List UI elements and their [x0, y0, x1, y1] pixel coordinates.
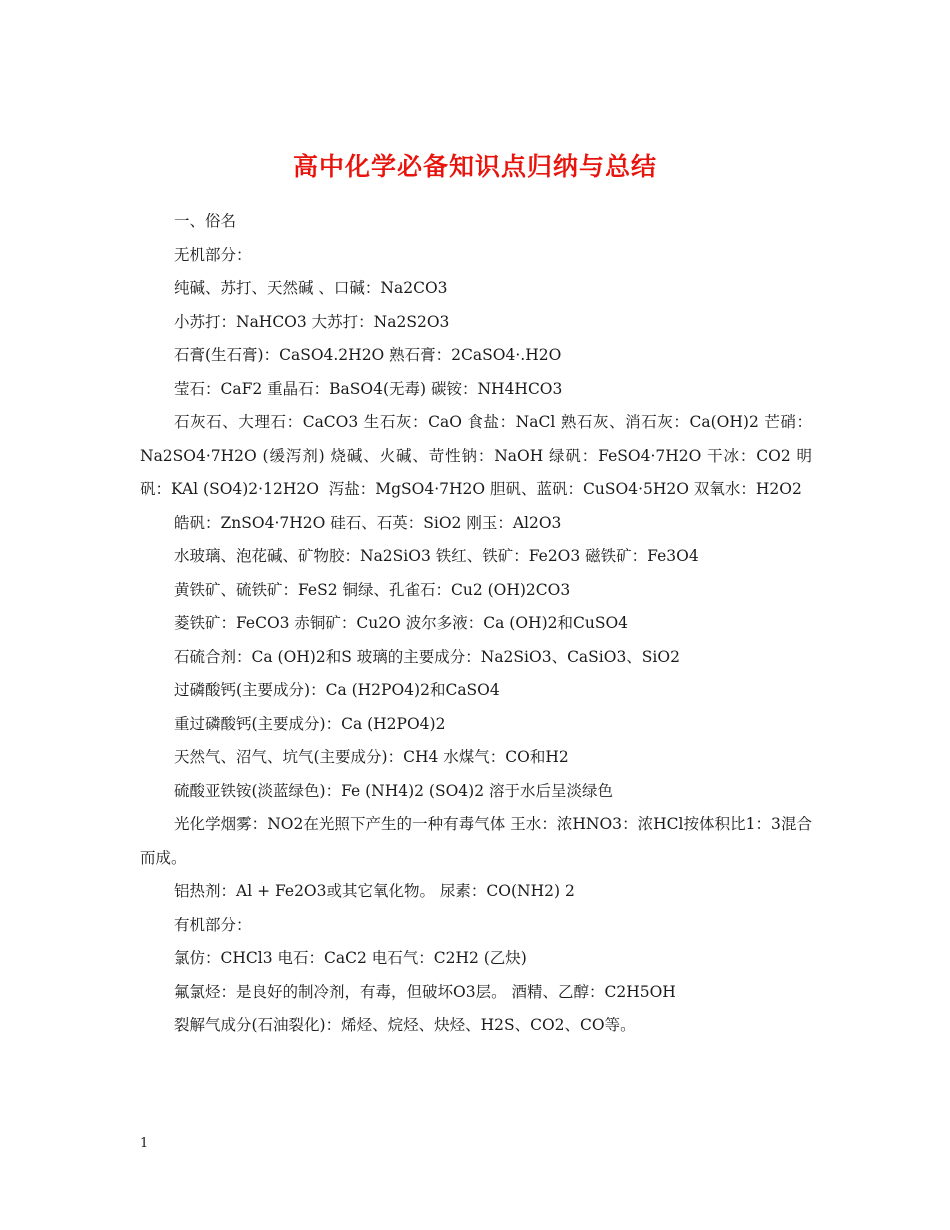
paragraph: 铝热剂：Al + Fe2O3或其它氧化物。 尿素：CO(NH2) 2 [174, 882, 575, 900]
paragraph: 重过磷酸钙(主要成分)：Ca (H2PO4)2 [174, 714, 446, 733]
paragraph: 菱铁矿：FeCO3 赤铜矿：Cu2O 波尔多液：Ca (OH)2和CuSO4 [174, 614, 629, 632]
paragraph: 有机部分： [174, 915, 252, 934]
page-title: 高中化学必备知识点归纳与总结 [292, 151, 657, 181]
paragraph: 石灰石、大理石：CaCO3 生石灰：CaO 食盐：NaCl 熟石灰、消石灰：Ca(OH)2 芒硝：Na2SO4·7H2O (缓泻剂) 烧碱、火碱、苛性钠：NaOH 绿矾：FeSO4·7H2O 干冰：CO2 明矾：KAl (SO4)2·12H2O 泻盐：MgSO4·7H2O 胆矾、蓝矾：CuSO4·5H2O 双氧水：H2O2 [140, 413, 812, 498]
paragraph: 水玻璃、泡花碱、矿物胶：Na2SiO3 铁红、铁矿：Fe2O3 磁铁矿：Fe3O4 [174, 547, 699, 565]
paragraph: 皓矾：ZnSO4·7H2O 硅石、石英：SiO2 刚玉：Al2O3 [174, 513, 562, 532]
paragraph: 纯碱、苏打、天然碱 、口碱：Na2CO3 [174, 279, 448, 297]
paragraph: 过磷酸钙(主要成分)：Ca (H2PO4)2和CaSO4 [174, 681, 500, 699]
paragraph: 黄铁矿、硫铁矿：FeS2 铜绿、孔雀石：Cu2 (OH)2CO3 [174, 580, 571, 599]
paragraph: 氟氯烃：是良好的制冷剂，有毒，但破坏O3层。 酒精、乙醇：C2H5OH [174, 982, 676, 1001]
paragraph: 光化学烟雾：NO2在光照下产生的一种有毒气体 王水：浓HNO3：浓HCl按体积比1：3混合而成。 [140, 815, 812, 867]
document-body [140, 205, 812, 1043]
paragraph: 莹石：CaF2 重晶石：BaSO4(无毒) 碳铵：NH4HCO3 [174, 379, 563, 398]
paragraph: 一、俗名 [174, 212, 237, 230]
paragraph: 裂解气成分(石油裂化)：烯烃、烷烃、炔烃、H2S、CO2、CO等。 [174, 1016, 636, 1034]
paragraph: 石硫合剂：Ca (OH)2和S 玻璃的主要成分：Na2SiO3、CaSiO3、SiO2 [174, 647, 680, 666]
paragraph: 硫酸亚铁铵(淡蓝绿色)：Fe (NH4)2 (SO4)2 溶于水后呈淡绿色 [174, 781, 613, 800]
paragraph: 石膏(生石膏)：CaSO4.2H2O 熟石膏：2CaSO4·.H2O [174, 346, 562, 364]
paragraph: 氯仿：CHCl3 电石：CaC2 电石气：C2H2 (乙炔) [174, 949, 527, 967]
paragraph: 无机部分： [174, 245, 252, 264]
paragraph: 天然气、沼气、坑气(主要成分)：CH4 水煤气：CO和H2 [174, 748, 569, 766]
paragraph: 小苏打：NaHCO3 大苏打：Na2S2O3 [174, 312, 450, 331]
page-number: 1 [140, 1136, 149, 1151]
